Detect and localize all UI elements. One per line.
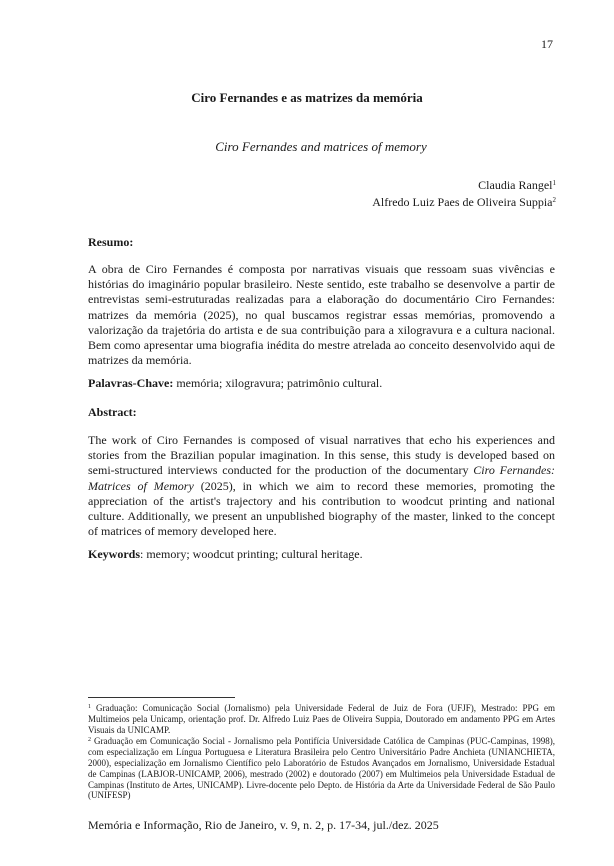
palavras-chave-text: memória; xilogravura; patrimônio cultural. xyxy=(176,376,383,390)
author-2 xyxy=(372,193,556,210)
abstract-text xyxy=(88,433,555,539)
author-1 xyxy=(372,176,556,193)
page-number: 17 xyxy=(541,37,553,51)
footnote-text: Graduação: Comunicação Social (Jornalismo) pela Universidade Federal de Juiz de Fora (UFJF), Mestrado: PPG em Multimeios pela Unicamp, orientação prof. Dr. Alfredo Luiz Paes de Oliveira Suppia, Doutorado em andamento PPG em Artes Visuais da UNICAMP. xyxy=(88,703,555,735)
keywords-text: : memory; woodcut printing; cultural heritage. xyxy=(140,547,363,561)
abstract-text-start: The work of Ciro Fernandes is composed of visual narratives that echo his experiences and stories from the Brazilian popular imagination. In this sense, this study is developed based on semi-structured interviews conducted for the production of the documentary xyxy=(88,433,555,478)
footnote-mark: 1 xyxy=(88,704,91,710)
footnote-mark: 2 xyxy=(88,737,91,744)
footnote-1 xyxy=(88,702,555,735)
keywords-label: Keywords xyxy=(88,547,140,561)
palavras-chave-label: Palavras-Chave: xyxy=(88,376,174,390)
palavras-chave xyxy=(88,376,555,391)
keywords xyxy=(88,547,555,562)
author-list xyxy=(372,176,556,210)
paper-subtitle: Ciro Fernandes and matrices of memory xyxy=(215,139,427,154)
author-name: Alfredo Luiz Paes de Oliveira Suppia xyxy=(372,195,553,209)
documentary-title: Ciro Fernandes: Matrices of Memory xyxy=(88,463,555,493)
footnote-mark: 1 xyxy=(552,179,556,187)
footnotes xyxy=(88,702,555,801)
paper-title: Ciro Fernandes e as matrizes da memória xyxy=(191,90,423,105)
resumo-heading: Resumo: xyxy=(88,235,134,249)
footnote-divider xyxy=(88,697,235,698)
abstract-text-end: (2025), in which we aim to record these memories, promoting the appreciation of the artist's trajectory and his contribution to woodcut printing and national culture. Additionally, we present an unpublished biography of the master, linked to the concept of matrices of memory developed here. xyxy=(88,478,555,539)
footnote-2 xyxy=(88,735,555,801)
footnote-mark: 2 xyxy=(552,196,556,204)
resumo-text: A obra de Ciro Fernandes é composta por narrativas visuais que ressoam suas vivências e histórias do imaginário popular brasileiro. Neste sentido, este trabalho se desenvolve a partir de entrevistas semi-estruturadas realizadas para a elaboração do documentário Ciro Fernandes: matrizes da memória (2025), no qual buscamos registrar essas memórias, promovendo a valorização da trajetória do artista e de sua contribuição para a xilogravura e a cultura nacional. Bem como apresentar uma biografia inédita do mestre atrelada ao conceito desenvolvido aqui de matrizes da memória. xyxy=(88,262,555,368)
journal-footer: Memória e Informação, Rio de Janeiro, v. 9, n. 2, p. 17-34, jul./dez. 2025 xyxy=(88,818,439,832)
abstract-heading: Abstract: xyxy=(88,405,137,419)
footnote-text: Graduação em Comunicação Social - Jornalismo pela Pontifícia Universidade Católica de Campinas (PUC-Campinas, 1998), com especialização em Língua Portuguesa e Literatura Brasileira pelo Centro Universitário Padre Anchieta (UNIANCHIETA, 2000), especialização em Jornalismo Científico pelo Laboratório de Estudos Avançados em Jornalismo, Universidade Estadual de Campinas (LABJOR-UNICAMP, 2006), mestrado (2002) e doutorado (2007) em Multimeios pela Universidade Estadual de Campinas (Instituto de Artes, UNICAMP). Livre-docente pelo Depto. de História da Arte da Universidade Federal de São Paulo (UNIFESP) xyxy=(88,736,556,801)
author-name: Claudia Rangel xyxy=(478,178,553,192)
